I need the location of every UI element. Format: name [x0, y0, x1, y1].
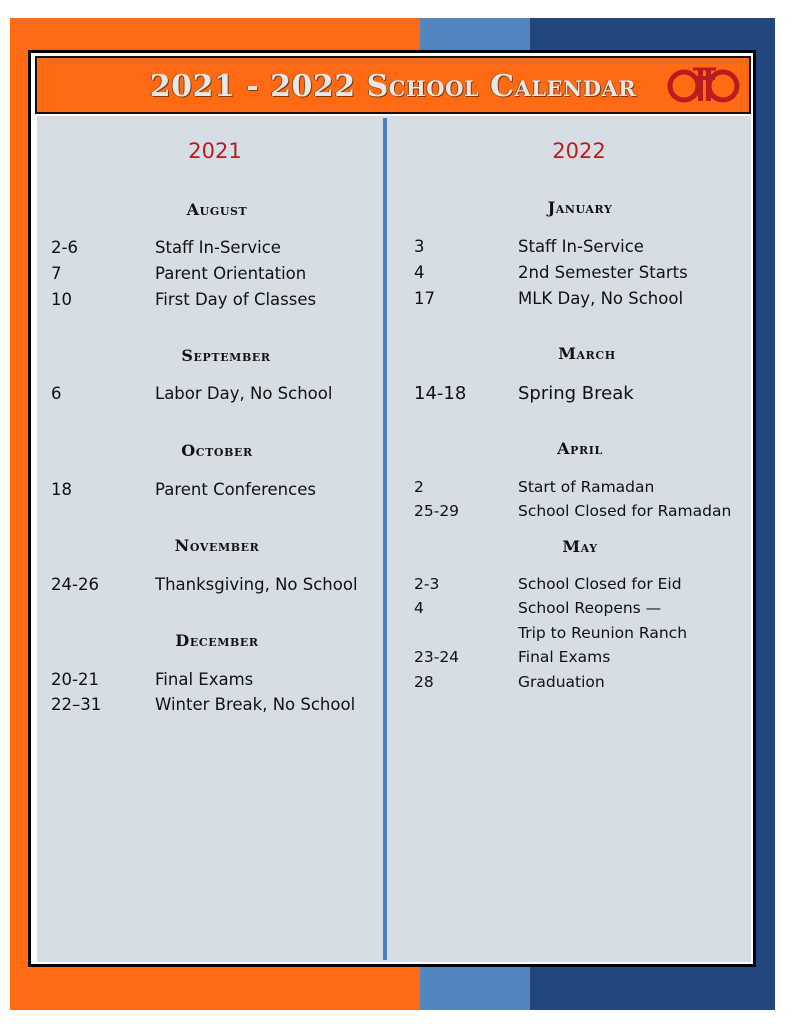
event-date: 10 [51, 290, 72, 309]
event-date: 2 [414, 478, 424, 496]
event-date: 2-3 [414, 575, 440, 593]
event-text: Final Exams [155, 670, 254, 689]
event-text: School Closed for Eid [518, 575, 682, 593]
event-text: Spring Break [518, 383, 634, 404]
event-text: First Day of Classes [155, 290, 317, 309]
event-text: Labor Day, No School [155, 384, 333, 403]
event-date: 4 [414, 263, 425, 282]
column-divider [383, 118, 387, 960]
event-text: Start of Ramadan [518, 478, 655, 496]
event-text: Staff In-Service [518, 237, 644, 256]
event-date: 14-18 [414, 383, 467, 404]
event-date: 17 [414, 289, 435, 308]
event-text: Trip to Reunion Ranch [518, 624, 688, 642]
month-november-heading: November [174, 536, 260, 555]
event-text: Parent Orientation [155, 264, 307, 283]
event-date: 18 [51, 480, 72, 499]
event-text: MLK Day, No School [518, 289, 684, 308]
month-october-heading: October [181, 441, 253, 460]
event-date: 2-6 [51, 238, 78, 257]
event-date: 24-26 [51, 575, 99, 594]
month-may-heading: May [562, 537, 598, 556]
school-logo-icon [667, 63, 745, 107]
event-text: Staff In-Service [155, 238, 281, 257]
event-date: 23-24 [414, 648, 460, 666]
event-date: 4 [414, 599, 424, 617]
event-text: Winter Break, No School [155, 695, 356, 714]
page-title: 2021 - 2022 School Calendar [149, 69, 637, 104]
event-date: 3 [414, 237, 425, 256]
month-september-heading: September [181, 346, 271, 365]
event-date: 6 [51, 384, 62, 403]
month-january-heading: January [547, 198, 613, 217]
month-august-heading: August [186, 200, 248, 219]
event-text: 2nd Semester Starts [518, 263, 688, 282]
month-march-heading: March [558, 344, 616, 363]
year-2022-heading: 2022 [552, 139, 606, 163]
event-text: Thanksgiving, No School [155, 575, 358, 594]
calendar-header [35, 56, 751, 114]
year-2021-heading: 2021 [188, 139, 242, 163]
event-text: Final Exams [518, 648, 611, 666]
month-december-heading: December [175, 631, 259, 650]
event-date: 28 [414, 673, 434, 691]
calendar-body [37, 116, 751, 962]
event-text: Graduation [518, 673, 605, 691]
event-text: School Closed for Ramadan [518, 502, 732, 520]
event-text: Parent Conferences [155, 480, 316, 499]
event-text: School Reopens — [518, 599, 662, 617]
month-april-heading: April [557, 439, 603, 458]
event-date: 7 [51, 264, 62, 283]
event-date: 20-21 [51, 670, 99, 689]
event-date: 25-29 [414, 502, 460, 520]
event-date: 22–31 [51, 695, 102, 714]
